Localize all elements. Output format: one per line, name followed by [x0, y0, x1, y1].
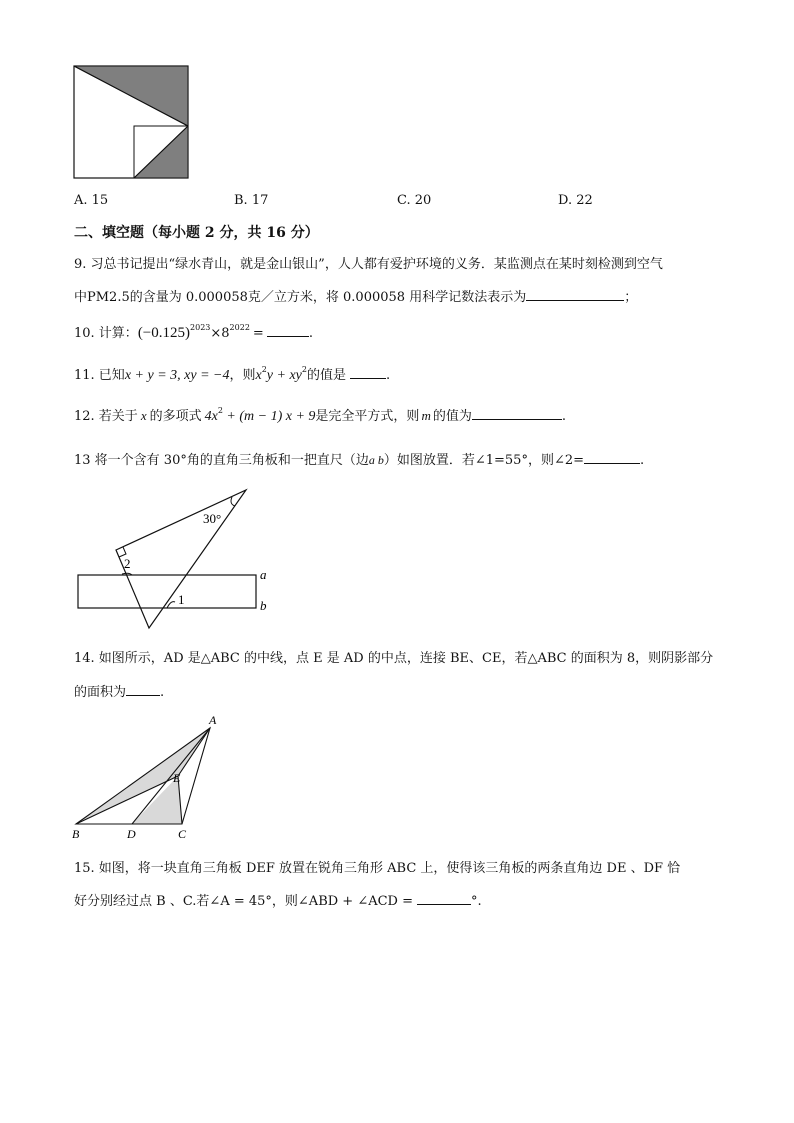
q12-prefix: 12. 若关于	[74, 409, 138, 424]
q14-answer-blank	[126, 681, 160, 696]
choice-d: D. 22	[558, 193, 593, 208]
q15-end: °.	[471, 894, 482, 909]
q14-dot: .	[160, 685, 165, 700]
choice-b: B. 17	[234, 193, 269, 208]
q12-dot: .	[561, 409, 566, 424]
label-1: 1	[178, 592, 185, 607]
label-B: B	[72, 827, 80, 841]
q13-text: 13 将一个含有 30°角的直角三角板和一把直尺（边	[74, 453, 369, 468]
q12-mid: 的多项式	[149, 409, 202, 424]
q11-sq2: 2	[301, 365, 307, 374]
q14-line1: 14. 如图所示，AD 是△ABC 的中线，点 E 是 AD 的中点，连接 BE、CE，若△ABC 的面积为 8，则阴影部分	[74, 651, 714, 666]
choice-c: C. 20	[397, 193, 432, 208]
q8-figure	[72, 64, 192, 182]
q10	[74, 322, 313, 343]
angle30-arc	[231, 497, 235, 506]
label-30: 30°	[203, 511, 222, 526]
q11-end: 的值是	[306, 368, 346, 383]
label-a: a	[260, 567, 267, 582]
q14-figure	[70, 712, 230, 844]
label-A: A	[209, 713, 217, 727]
q12-sq: 2	[217, 406, 223, 415]
label-E: E	[173, 771, 181, 785]
q9-end: ；	[624, 290, 638, 305]
q10-mid: ×8	[210, 326, 230, 341]
q14-line2	[74, 681, 164, 702]
q10-exp2: 2022	[229, 323, 250, 332]
choice-a: A. 15	[74, 193, 109, 208]
q13-text2: ）如图放置．若∠1=55°，则∠2=	[383, 453, 585, 468]
q13-figure	[72, 484, 282, 632]
q10-base: (−0.125)	[137, 325, 191, 341]
q11	[74, 364, 390, 385]
q13-dot: .	[640, 453, 645, 468]
q9-line2	[74, 286, 637, 307]
q12-poly: 4x	[204, 409, 218, 424]
q15-line2-text: 好分别经过点 B 、C.若∠A = 45°，则∠ABD + ∠ACD =	[74, 894, 414, 909]
label-C: C	[178, 827, 187, 841]
section-title: 二、填空题（每小题 2 分，共 16 分）	[74, 225, 319, 241]
q12	[74, 405, 566, 426]
q12-m: m	[421, 408, 431, 423]
label-2: 2	[124, 556, 131, 571]
q12-tail: 的值为	[432, 409, 472, 424]
q9-answer-blank	[526, 286, 624, 301]
label-b: b	[260, 598, 267, 613]
q9-line2-text: 中PM2.5的含量为 0.000058克／立方米，将 0.000058 用科学记数法表示为	[74, 290, 527, 305]
q11-prefix: 11. 已知	[74, 368, 125, 383]
q12-var: x	[140, 408, 147, 423]
q11-expr2: y + xy	[266, 368, 302, 383]
q10-answer-blank	[267, 322, 309, 337]
q11-expr1: x	[255, 368, 262, 383]
q15-line2	[74, 890, 482, 911]
q10-eq: =	[252, 326, 264, 341]
q13-answer-blank	[584, 449, 640, 464]
q12-answer-blank	[472, 405, 562, 420]
q10-prefix: 10. 计算：	[74, 326, 138, 341]
q11-sq1: 2	[261, 365, 267, 374]
q11-cond: x + y = 3, xy = −4	[124, 368, 230, 383]
q11-answer-blank	[350, 364, 386, 379]
q12-end: 是完全平方式，则	[315, 409, 420, 424]
q10-exp1: 2023	[190, 323, 211, 332]
q13	[74, 449, 644, 470]
q9-line1: 9. 习总书记提出“绿水青山，就是金山银山”，人人都有爱护环境的义务．某监测点在某时刻检测到空气	[74, 257, 663, 272]
q14-line2-text: 的面积为	[74, 685, 127, 700]
q13-ab: a b	[368, 453, 384, 467]
q15-answer-blank	[417, 890, 471, 905]
q12-poly2: + (m − 1) x + 9	[222, 409, 316, 424]
q11-mid: ，则	[229, 368, 256, 383]
q15-line1: 15. 如图，将一块直角三角板 DEF 放置在锐角三角形 ABC 上，使得该三角板的两条直角边 DE 、DF 恰	[74, 861, 681, 876]
q10-end: .	[308, 326, 313, 341]
q11-dot: .	[386, 368, 391, 383]
label-D: D	[127, 827, 136, 841]
